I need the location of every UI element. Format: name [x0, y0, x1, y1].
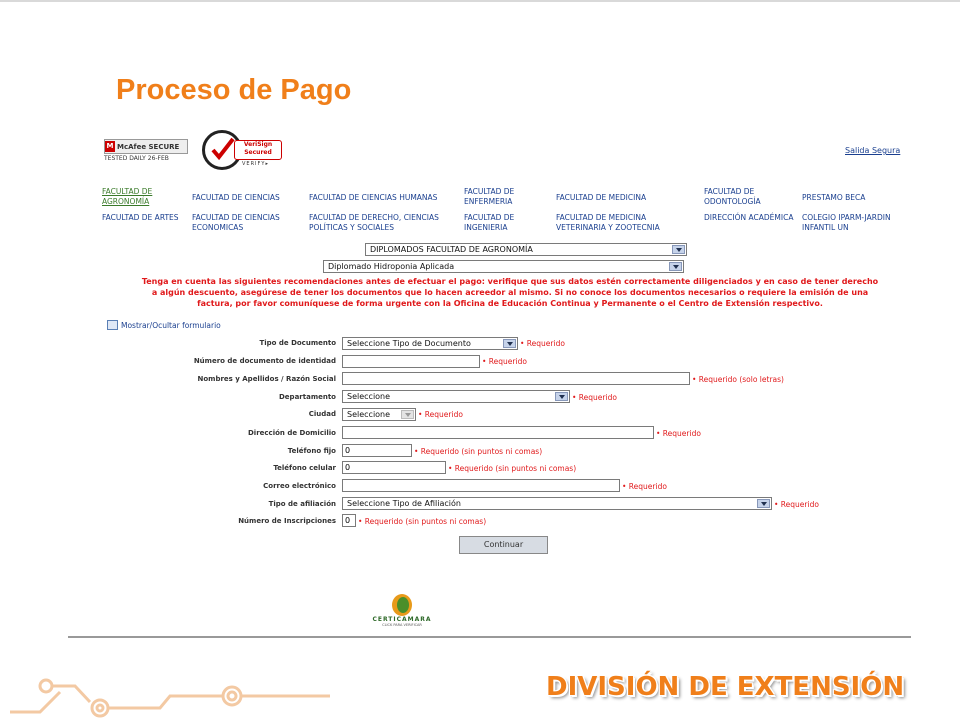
slide-top-border — [0, 0, 960, 2]
mcafee-shield-icon: M — [106, 142, 114, 150]
tipo-documento-label: Tipo de Documento — [259, 339, 336, 347]
numero-documento-input[interactable] — [342, 355, 480, 368]
faculty-link[interactable]: FACULTAD DE CIENCIAS HUMANAS — [309, 193, 438, 202]
numero-documento-label: Número de documento de identidad — [193, 357, 336, 365]
continuar-button[interactable]: Continuar — [459, 536, 548, 554]
verisign-secured-badge[interactable] — [200, 126, 284, 174]
toggle-form-label: Mostrar/Ocultar formulario — [121, 320, 221, 330]
chevron-down-icon — [757, 499, 770, 508]
required-marker: • Requerido (sin puntos ni comas) — [414, 447, 543, 456]
certicamara-tagline: CLICK PARA VERIFICAR — [382, 623, 422, 627]
required-marker: • Requerido — [482, 357, 527, 366]
ciudad-select[interactable] — [342, 408, 416, 421]
departamento-label: Departamento — [279, 393, 336, 401]
faculty-link[interactable]: FACULTAD DE MEDICINA — [556, 193, 647, 202]
certicamara-name: CERTICAMARA — [372, 616, 432, 623]
telefono-fijo-label: Teléfono fijo — [287, 447, 336, 455]
telefono-celular-input[interactable]: 0 — [342, 461, 446, 474]
faculty-link[interactable]: FACULTAD DE MEDICINA VETERINARIA Y ZOOTECNIA — [556, 213, 660, 232]
faculty-link[interactable]: COLEGIO IPARM-JARDIN INFANTIL UN — [802, 213, 891, 232]
verisign-name: VeriSign — [243, 141, 273, 148]
required-marker: • Requerido (sin puntos ni comas) — [448, 464, 577, 473]
tipo-documento-value: Seleccione Tipo de Documento — [347, 339, 471, 348]
nombres-label: Nombres y Apellidos / Razón Social — [197, 375, 336, 383]
required-marker: • Requerido — [572, 393, 617, 402]
required-marker: • Requerido — [622, 482, 667, 491]
verisign-verify-text: VERIFY▸ — [242, 161, 269, 167]
chevron-down-icon — [555, 392, 568, 401]
afiliacion-select[interactable] — [342, 497, 772, 510]
certicamara-logo-icon — [392, 594, 412, 616]
divider — [68, 636, 911, 638]
inscripciones-label: Número de Inscripciones — [238, 517, 336, 525]
faculty-link[interactable]: FACULTAD DE CIENCIAS ECONOMICAS — [192, 213, 280, 232]
category-select[interactable] — [365, 243, 687, 256]
form-icon — [107, 320, 118, 330]
faculty-link[interactable]: FACULTAD DE ENFERMERIA — [464, 187, 515, 206]
telefono-celular-label: Teléfono celular — [273, 464, 336, 472]
program-select[interactable] — [323, 260, 684, 273]
afiliacion-value: Seleccione Tipo de Afiliación — [347, 499, 461, 508]
telefono-fijo-input[interactable]: 0 — [342, 444, 412, 457]
correo-input[interactable] — [342, 479, 620, 492]
faculty-link[interactable]: FACULTAD DE ODONTOLOGÍA — [704, 187, 761, 206]
inscripciones-input[interactable]: 0 — [342, 514, 356, 527]
certicamara-seal[interactable] — [372, 594, 432, 634]
required-marker: • Requerido (solo letras) — [692, 375, 784, 384]
division-extension-banner: DIVISIÓN DE EXTENSIÓN — [546, 672, 905, 702]
mcafee-badge-label: McAfee SECURE — [117, 142, 180, 151]
category-select-value: DIPLOMADOS FACULTAD DE AGRONOMÍA — [370, 245, 533, 254]
departamento-value: Seleccione — [347, 392, 391, 401]
ciudad-value: Seleccione — [347, 410, 391, 419]
required-marker: • Requerido (sin puntos ni comas) — [358, 517, 487, 526]
verisign-label-box — [234, 140, 282, 160]
faculty-link[interactable]: PRESTAMO BECA — [802, 193, 866, 202]
program-select-value: Diplomado Hidroponia Aplicada — [328, 262, 455, 271]
mcafee-tested-label: TESTED DAILY 26-FEB — [104, 155, 169, 162]
nombres-input[interactable] — [342, 372, 690, 385]
afiliacion-label: Tipo de afiliación — [268, 500, 336, 508]
verisign-secured-text: Secured — [244, 149, 272, 156]
faculty-link[interactable]: FACULTAD DE AGRONOMÍA — [102, 187, 153, 206]
tipo-documento-select[interactable] — [342, 337, 518, 350]
ciudad-label: Ciudad — [308, 410, 336, 418]
chevron-down-icon — [503, 339, 516, 348]
payment-warning-text: Tenga en cuenta las siguientes recomendaciones antes de efectuar el pago: verifique que sus datos estén correctamente diligenciados y en caso de tener derecho a algún descuento, asegúrese de tener los documentos que lo hacen acreedor al mismo. Si no conoce los documentos necesarios o requiere la emisión de una factura, por favor comuníquese de forma urgente con la Oficina de Educación Continua y Permanente o el Centro de Extensión respectivo. — [141, 277, 879, 308]
page-title: Proceso de Pago — [116, 74, 352, 106]
toggle-form-link[interactable] — [107, 320, 221, 330]
chevron-down-icon — [672, 245, 685, 254]
correo-label: Correo electrónico — [263, 482, 336, 490]
salida-segura-link[interactable]: Salida Segura — [845, 146, 901, 155]
faculty-link[interactable]: FACULTAD DE CIENCIAS — [192, 193, 280, 202]
direccion-label: Dirección de Domicilio — [247, 429, 336, 437]
required-marker: • Requerido — [774, 500, 819, 509]
mcafee-badge-top — [104, 139, 188, 154]
required-marker: • Requerido — [520, 339, 565, 348]
direccion-input[interactable] — [342, 426, 654, 439]
required-marker: • Requerido — [656, 429, 701, 438]
faculty-link[interactable]: DIRECCIÓN ACADÉMICA — [704, 213, 794, 222]
faculty-link[interactable]: FACULTAD DE ARTES — [102, 213, 179, 222]
faculty-link[interactable]: FACULTAD DE DERECHO, CIENCIAS POLÍTICAS Y SOCIALES — [309, 213, 439, 232]
faculty-link[interactable]: FACULTAD DE INGENIERIA — [464, 213, 515, 232]
mcafee-secure-badge[interactable] — [104, 139, 188, 163]
departamento-select[interactable] — [342, 390, 570, 403]
required-marker: • Requerido — [418, 410, 463, 419]
chevron-down-icon — [669, 262, 682, 271]
chevron-down-icon — [401, 410, 414, 419]
